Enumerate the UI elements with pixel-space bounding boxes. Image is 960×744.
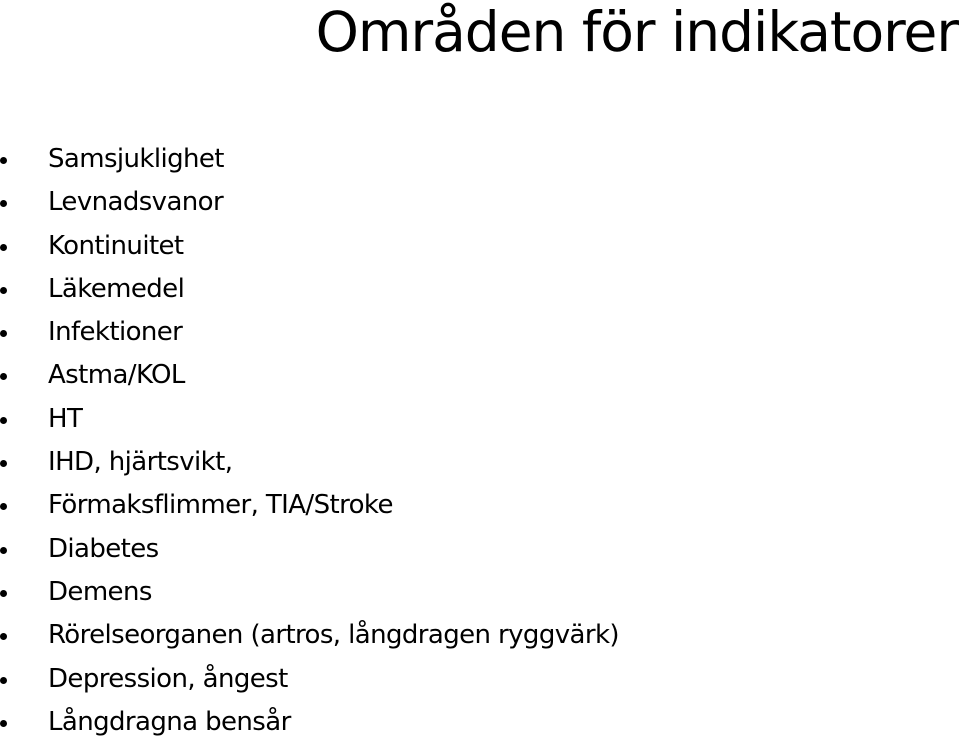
bullet-icon — [0, 547, 7, 554]
bullet-icon — [0, 157, 7, 164]
bullet-icon — [0, 330, 7, 337]
bullet-icon — [0, 200, 7, 207]
bullet-icon — [0, 287, 7, 294]
bullet-text: Läkemedel — [48, 273, 185, 304]
slide-title: Områden för indikatorer — [315, 0, 958, 64]
bullet-text: Depression, ångest — [48, 663, 288, 694]
bullet-text: Infektioner — [48, 317, 183, 348]
bullet-text: Levnadsvanor — [48, 187, 224, 218]
bullet-text: Kontinuitet — [48, 230, 184, 261]
bullet-text: Diabetes — [48, 533, 159, 564]
bullet-icon — [0, 417, 7, 424]
bullet-text: Demens — [48, 576, 152, 607]
bullet-text: Rörelseorganen (artros, långdragen ryggvärk) — [48, 620, 619, 651]
bullet-text: Astma/KOL — [48, 360, 185, 391]
bullet-icon — [0, 244, 7, 251]
bullet-icon — [0, 590, 7, 597]
bullet-text: Förmaksflimmer, TIA/Stroke — [48, 490, 393, 521]
bullet-icon — [0, 720, 7, 727]
bullet-icon — [0, 373, 7, 380]
bullet-icon — [0, 677, 7, 684]
bullet-text: HT — [48, 403, 83, 434]
bullet-icon — [0, 503, 7, 510]
bullet-icon — [0, 460, 7, 467]
bullet-icon — [0, 633, 7, 640]
bullet-text: IHD, hjärtsvikt, — [48, 447, 233, 478]
bullet-text: Samsjuklighet — [48, 144, 224, 174]
bullet-text: Långdragna bensår — [48, 706, 291, 737]
